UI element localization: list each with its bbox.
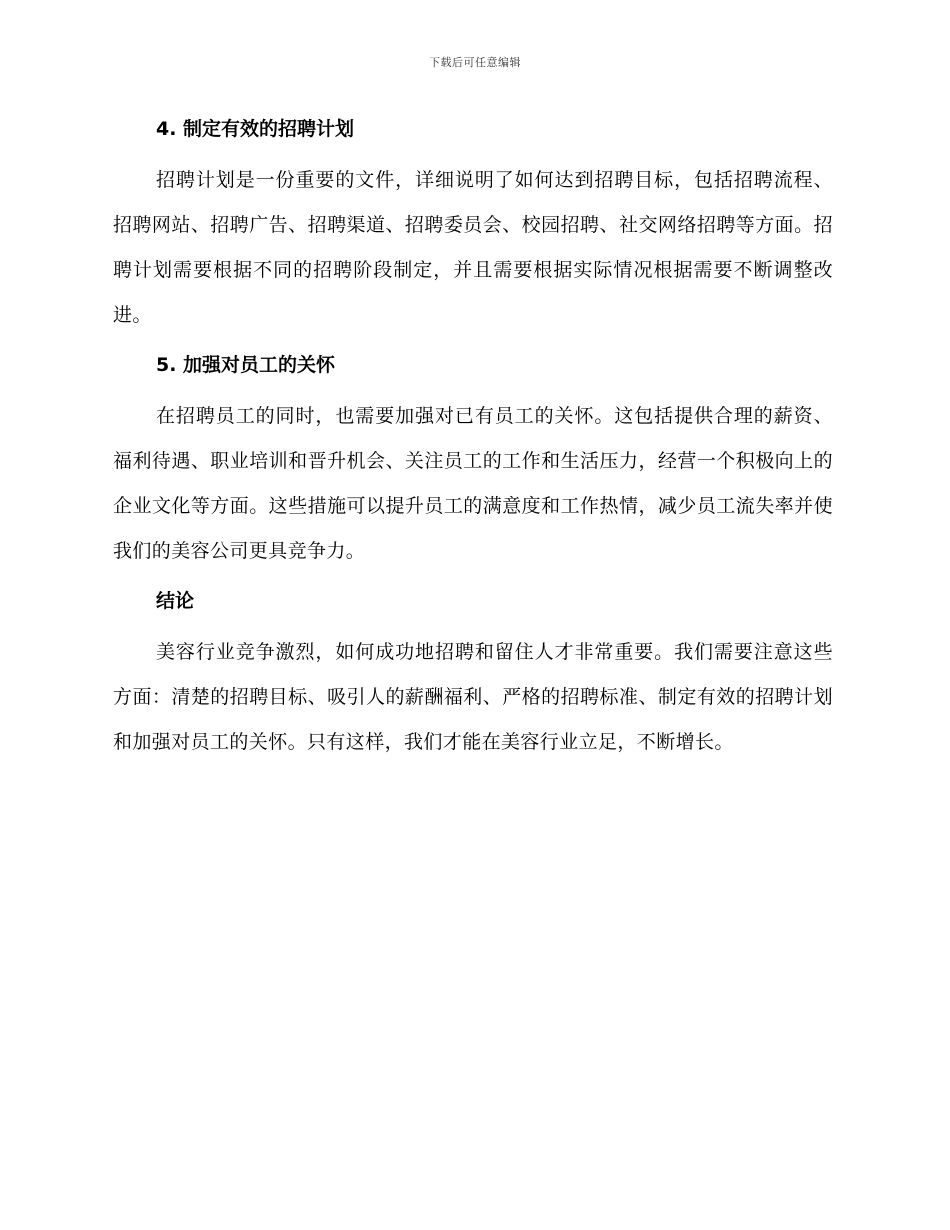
section-heading: 5. 加强对员工的关怀 (156, 354, 336, 376)
section-paragraph: 美容行业竞争激烈，如何成功地招聘和留住人才非常重要。我们需要注意这些方面：清楚的招聘目标、吸引人的薪酬福利、严格的招聘标准、制定有效的招聘计划和加强对员工的关怀。只有这样，我们才能在美容行业立足，不断增长。 (113, 641, 833, 753)
section-paragraph: 招聘计划是一份重要的文件，详细说明了如何达到招聘目标，包括招聘流程、招聘网站、招聘广告、招聘渠道、招聘委员会、校园招聘、社交网络招聘等方面。招聘计划需要根据不同的招聘阶段制定，并且需要根据实际情况根据需要不断调整改进。 (113, 169, 833, 326)
section-employee-care (113, 346, 833, 574)
section-paragraph: 在招聘员工的同时，也需要加强对已有员工的关怀。这包括提供合理的薪资、福利待遇、职业培训和晋升机会、关注员工的工作和生活压力，经营一个积极向上的企业文化等方面。这些措施可以提升员工的满意度和工作热情，减少员工流失率并使我们的美容公司更具竞争力。 (113, 405, 833, 562)
document-body (113, 110, 833, 765)
section-heading: 结论 (156, 590, 195, 612)
page-header-note: 下载后可任意编辑 (429, 56, 521, 69)
section-recruitment-plan (113, 110, 833, 338)
section-conclusion (113, 582, 833, 765)
section-heading: 4. 制定有效的招聘计划 (156, 118, 355, 140)
